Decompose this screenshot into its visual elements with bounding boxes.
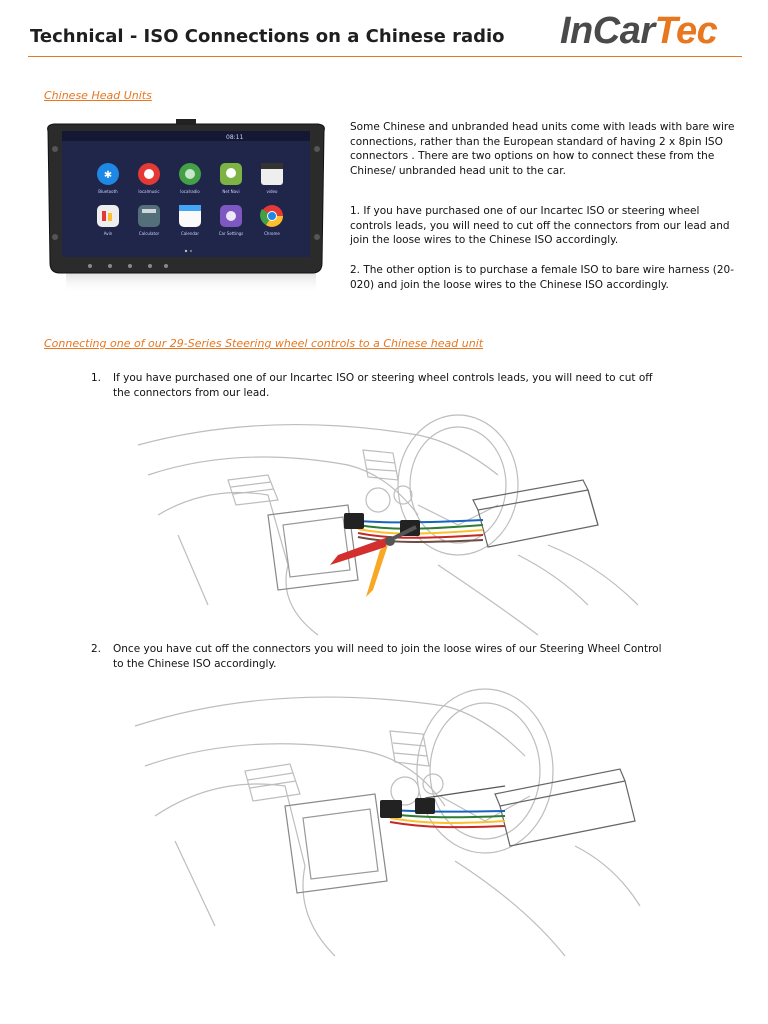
section-heading-head-units: Chinese Head Units [44,89,152,102]
step-number: 1. [91,372,102,384]
svg-text:localmusic: localmusic [138,189,160,194]
option2-paragraph: 2. The other option is to purchase a female ISO to bare wire harness (20-020) and join the loose wires to the Chinese ISO accordingly. [350,264,734,291]
svg-text:Calculator: Calculator [138,231,160,236]
step-1 [91,371,691,403]
svg-text:Car Settings: Car Settings [218,231,244,236]
svg-text:Bluetooth: Bluetooth [98,189,118,194]
head-unit-image [36,117,336,299]
option1-paragraph: 1. If you have purchased one of our Incartec ISO or steering wheel controls leads, you will need to cut off the connectors from our lead and join the loose wires to the Chinese ISO accordingly. [350,205,730,246]
incartec-logo: InCarTec [560,10,718,52]
step-2 [91,642,691,674]
svg-text:Net Navi: Net Navi [222,189,240,194]
step-text: If you have purchased one of our Incartec ISO or steering wheel controls leads, you will need to cut off the connectors from our lead. [113,372,653,399]
dashboard-cutting-illustration [118,405,658,640]
section-heading-steering-controls: Connecting one of our 29-Series Steering wheel controls to a Chinese head unit [44,337,484,350]
svg-text:video: video [266,189,278,194]
svg-text:localradio: localradio [180,189,200,194]
status-time: 08:11 [226,134,244,141]
svg-text:Chrome: Chrome [264,231,280,236]
svg-text:Avin: Avin [103,231,113,236]
header-divider [28,56,742,57]
page-title: Technical - ISO Connections on a Chinese radio [30,26,505,47]
svg-text:Calendar: Calendar [181,231,199,236]
intro-paragraph: Some Chinese and unbranded head units come with leads with bare wire connections, rather than the European standard of having 2 x 8pin ISO connectors . There are two options on how to connect these from the Chinese/ unbranded head unit to the car. [350,121,735,177]
step-number: 2. [91,643,102,655]
svg-text:✱: ✱ [103,170,113,181]
step-text: Once you have cut off the connectors you will need to join the loose wires of our Steering Wheel Control to the Chinese ISO accordingly. [113,643,662,670]
dashboard-wiring-illustration [125,676,645,958]
